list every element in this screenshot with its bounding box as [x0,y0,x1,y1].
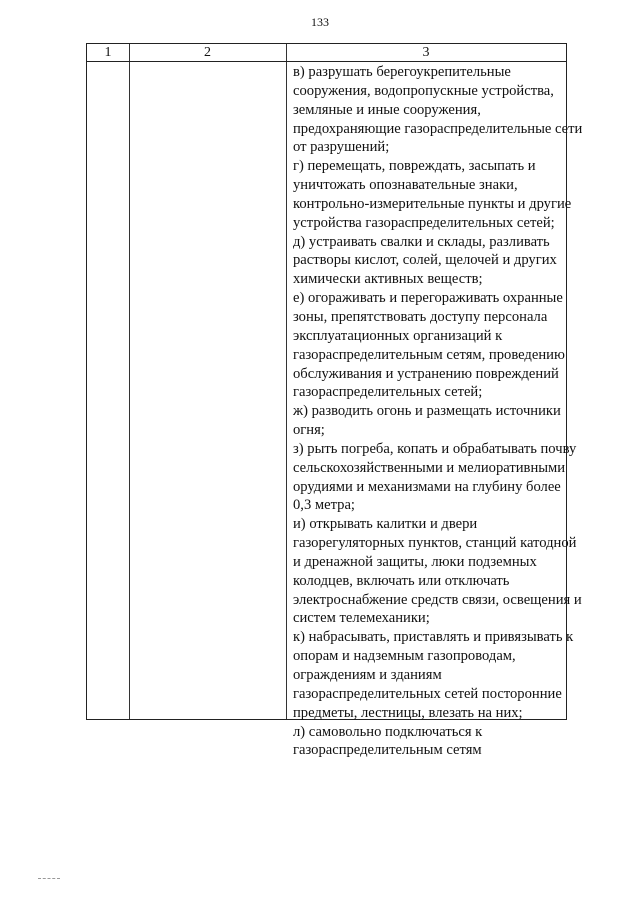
text-line: предохраняющие газораспределительные сети [293,120,583,137]
text-line: ограждениям и зданиям [293,667,442,683]
column-header-1: 1 [104,45,112,60]
text-line: л) самовольно подключаться к [293,723,483,740]
text-line: предметы, лестницы, влезать на них; [293,704,523,721]
text-line: з) рыть погреба, копать и обрабатывать почву [293,440,577,457]
text-line: растворы кислот, солей, щелочей и других [293,252,557,269]
column-divider [129,44,130,719]
text-line: газораспределительных сетей; [293,384,483,401]
text-line: 0,3 метра; [293,497,355,514]
text-line: сооружения, водопропускные устройства, [293,82,554,99]
text-line: земляные и иные сооружения, [293,101,481,118]
text-line: обслуживания и устранению повреждений [293,365,559,382]
text-line: газораспределительным сетям [293,742,482,759]
text-line: газораспределительным сетям, проведению [293,346,565,363]
header-divider [87,61,566,62]
text-line: зоны, препятствовать доступу персонала [293,308,548,325]
text-line: опорам и надземным газопроводам, [293,648,516,665]
text-line: химически активных веществ; [293,271,483,288]
page-number: 133 [311,15,329,29]
column-3-text [293,63,582,760]
restrictions-table [86,43,583,759]
text-line: и дренажной защиты, люки подземных [293,553,537,570]
text-line: газорегуляторных пунктов, станций катодной [293,535,577,552]
footer-mark [38,878,60,879]
column-header-3: 3 [422,45,430,60]
text-line: д) устраивать свалки и склады, разливать [293,233,550,250]
text-line: ж) разводить огонь и размещать источники [293,403,561,420]
text-line: газораспределительных сетей посторонние [293,685,562,702]
text-line: огня; [293,422,325,439]
text-line: е) огораживать и перегораживать охранные [293,290,563,307]
text-line: эксплуатационных организаций к [293,327,503,344]
text-line: уничтожать опознавательные знаки, [293,177,518,194]
text-line: к) набрасывать, приставлять и привязывать к [293,629,574,646]
text-line: от разрушений; [293,139,390,156]
column-divider [286,44,287,719]
text-line: контрольно-измерительные пункты и другие [293,195,572,212]
text-line: устройства газораспределительных сетей; [293,214,555,231]
text-line: электроснабжение средств связи, освещения и [293,591,582,608]
text-line: и) открывать калитки и двери [293,516,478,533]
text-line: колодцев, включать или отключать [293,572,510,589]
text-line: г) перемещать, повреждать, засыпать и [293,158,536,175]
text-line: орудиями и механизмами на глубину более [293,478,561,495]
text-line: сельскохозяйственными и мелиоративными [293,459,566,476]
column-header-2: 2 [204,45,211,60]
text-line: систем телемеханики; [293,610,430,627]
text-line: в) разрушать берегоукрепительные [293,64,511,80]
